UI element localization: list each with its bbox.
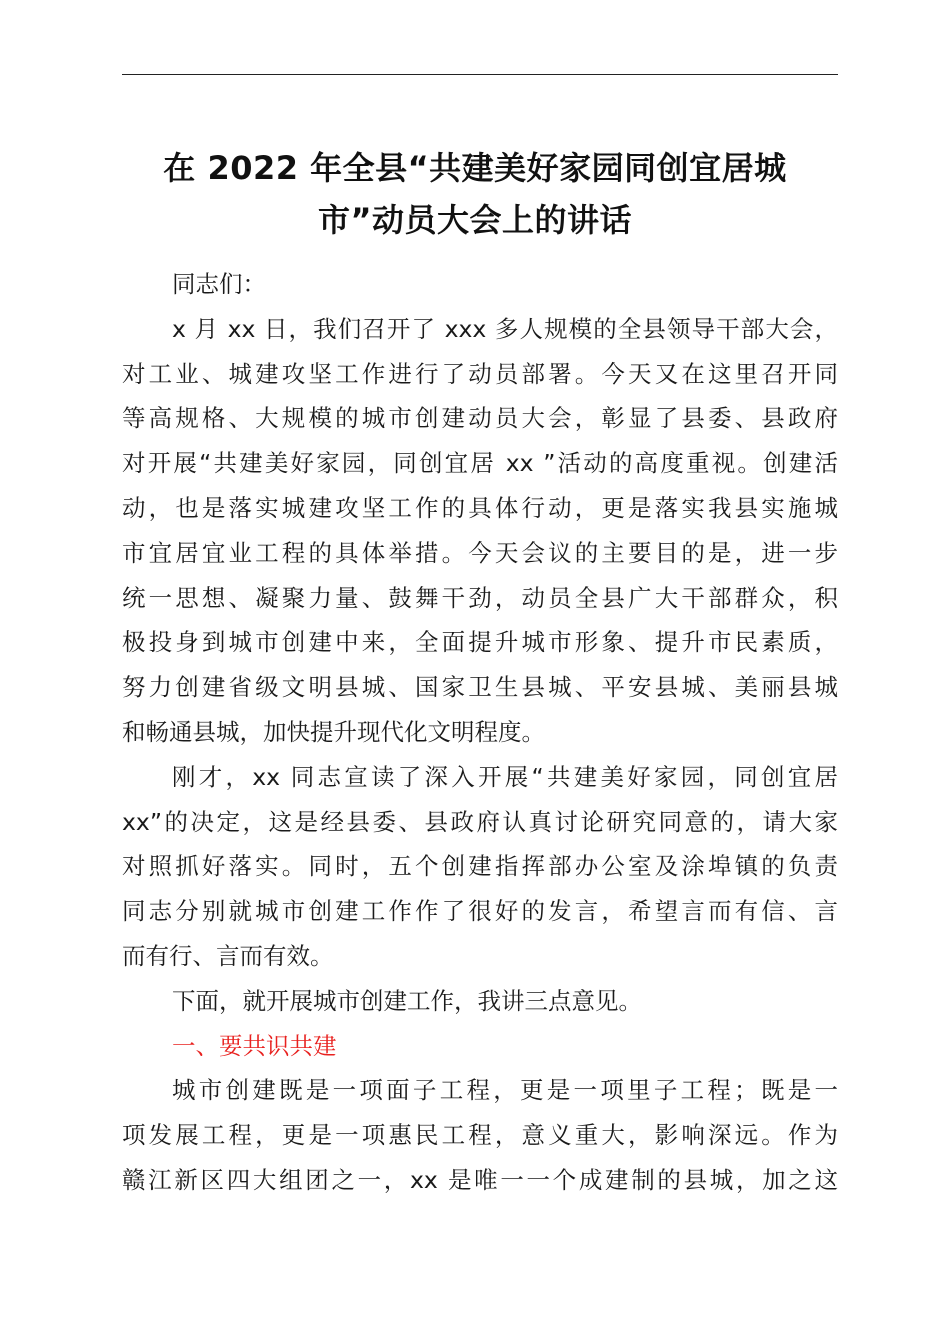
title-line-1: 在 2022 年全县“共建美好家园同创宜居城 [163,149,787,187]
section-heading-1 [122,1024,838,1069]
text-line: 市宜居宜业工程的具体举措。今天会议的主要目的是，进一步 [122,538,838,567]
text-line: 对工业、城建攻坚工作进行了动员部署。今天又在这里召开同 [122,359,838,388]
salutation [122,262,838,307]
text-line: 项发展工程，更是一项惠民工程，意义重大，影响深远。作为 [122,1121,838,1150]
header-rule [122,74,838,75]
text-line: 动，也是落实城建攻坚工作的具体行动，更是落实我县实施城 [122,493,838,522]
text-line: 统一思想、凝聚力量、鼓舞干劲，动员全县广大干部群众，积 [122,583,838,612]
text-line: 下面，就开展城市创建工作，我讲三点意见。 [172,986,642,1015]
text-line: 对开展“共建美好家园，同创宜居 xx ”活动的高度重视。创建活 [122,449,838,478]
title-line-2: 市”动员大会上的讲话 [317,201,633,239]
salutation-text: 同志们： [172,270,266,298]
document-body [122,262,838,1203]
section-paragraph-1 [122,1068,838,1202]
text-line: 极投身到城市创建中来，全面提升城市形象、提升市民素质， [122,628,838,657]
paragraph-1 [122,307,838,755]
text-line: 同志分别就城市创建工作作了很好的发言，希望言而有信、言 [122,897,838,926]
text-line: xx”的决定，这是经县委、县政府认真讨论研究同意的，请大家 [122,807,838,836]
text-line: 等高规格、大规模的城市创建动员大会，彰显了县委、县政府 [122,404,838,433]
paragraph-2 [122,755,838,979]
text-line: 而有行、言而有效。 [122,941,334,970]
section-heading-text: 一、要共识共建 [172,1031,337,1060]
paragraph-3 [122,979,838,1024]
text-line: 对照抓好落实。同时，五个创建指挥部办公室及涂埠镇的负责 [122,852,838,881]
text-line: 刚才，xx 同志宣读了深入开展“共建美好家园，同创宜居 [172,762,838,791]
document-title [110,142,840,246]
text-line: 城市创建既是一项面子工程，更是一项里子工程；既是一 [172,1076,838,1105]
text-line: x 月 xx 日，我们召开了 xxx 多人规模的全县领导干部大会， [172,314,838,343]
text-line: 和畅通县城，加快提升现代化文明程度。 [122,717,545,746]
text-line: 努力创建省级文明县城、国家卫生县城、平安县城、美丽县城 [122,673,838,702]
text-line: 赣江新区四大组团之一，xx 是唯一一个成建制的县城，加之这 [122,1165,838,1194]
